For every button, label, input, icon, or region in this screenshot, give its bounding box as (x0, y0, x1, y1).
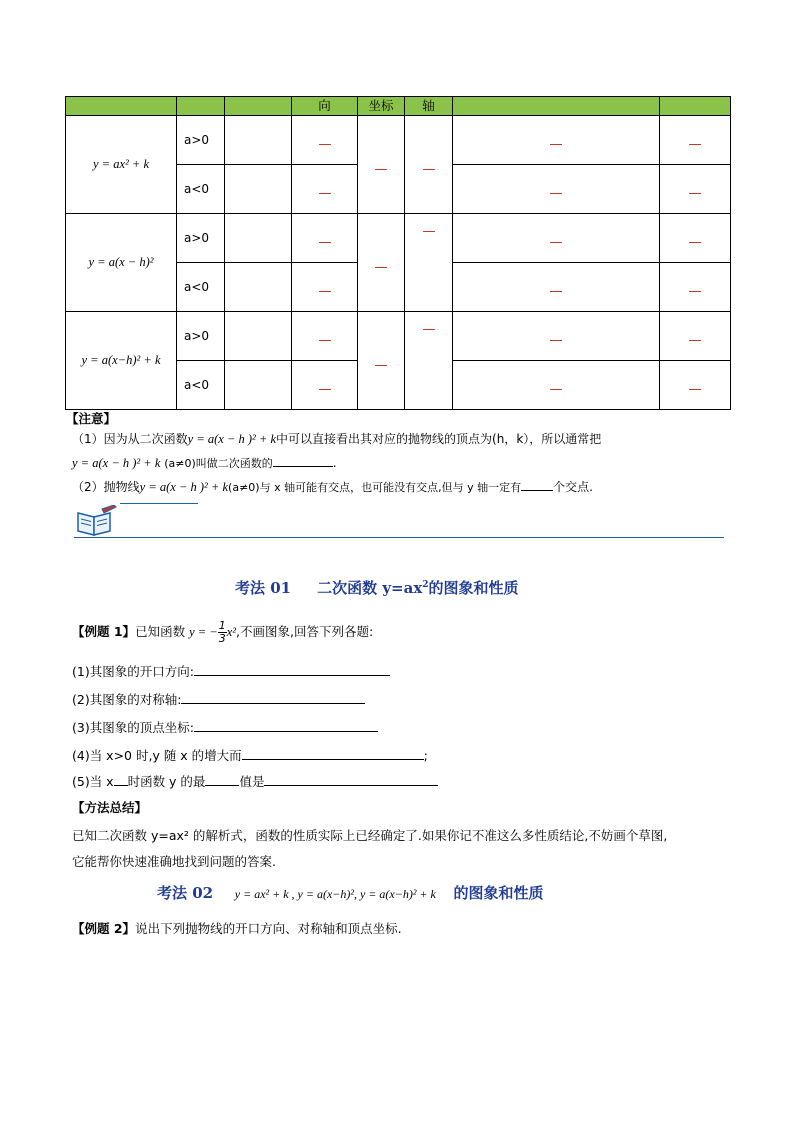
method-line-1: 已知二次函数 y=ax² 的解析式，函数的性质实际上已经确定了.如果你记不准这么多性质结论,不妨画个草图, (72, 828, 668, 843)
answer-dash (550, 291, 562, 292)
method-line-2: 它能帮你快速准确地找到问题的答案. (72, 854, 276, 869)
answer-blank (273, 465, 333, 467)
table-cell (292, 116, 358, 165)
question-2: (2)其图象的对称轴: (72, 690, 365, 708)
section-divider (74, 537, 724, 538)
header-cell-axis: 轴 (405, 97, 453, 116)
table-cell (292, 165, 358, 214)
table-cell (358, 312, 405, 410)
section-title-1: 考法 01 二次函数 $y=ax^2$的图象和性质 (235, 579, 519, 597)
table-cell (292, 263, 358, 312)
table-cell (453, 361, 660, 410)
notes-heading: 【注意】 (66, 411, 117, 426)
condition-cell: a>0 (177, 116, 225, 165)
answer-dash (319, 193, 331, 194)
header-cell (177, 97, 225, 116)
table-cell (292, 361, 358, 410)
table-cell (225, 361, 292, 410)
answer-blank (264, 784, 438, 786)
question-3: (3)其图象的顶点坐标: (72, 718, 378, 736)
formula-cell: y = a(x−h)² + k (66, 312, 177, 410)
table-cell (358, 116, 405, 214)
answer-dash (375, 169, 387, 170)
header-cell-coordinates: 坐标 (358, 97, 405, 116)
answer-dash (689, 144, 701, 145)
answer-dash (689, 193, 701, 194)
table-cell (660, 312, 731, 361)
answer-dash (550, 242, 562, 243)
note-line-1: （1）因为从二次函数y = a(x − h )² + k中可以直接看出其对应的抛物线的顶点为(h，k），所以通常把 (72, 432, 602, 446)
table-cell (292, 312, 358, 361)
table-cell (453, 116, 660, 165)
example-1-prompt: 【例题 1】已知函数 y = − $\frac{1}{3}$ x²,不画图象,回答下列各题: (72, 619, 374, 645)
answer-dash (423, 231, 435, 232)
note-line-3: （2）抛物线y = a(x − h )² + k(a≠0)与 x 轴可能有交点，也可能没有交点,但与 y 轴一定有 个交点. (72, 480, 593, 494)
table-cell (453, 312, 660, 361)
answer-dash (423, 169, 435, 170)
table-cell (660, 116, 731, 165)
header-cell (660, 97, 731, 116)
answer-dash (550, 193, 562, 194)
table-cell (453, 165, 660, 214)
question-1: (1)其图象的开口方向: (72, 662, 390, 680)
answer-blank (194, 674, 390, 676)
fraction: $\frac{1}{3}$ (218, 619, 226, 645)
table-cell (225, 165, 292, 214)
question-4: (4)当 x>0 时,y 随 x 的增大而 ; (72, 748, 428, 763)
answer-dash (319, 291, 331, 292)
answer-dash (689, 242, 701, 243)
section-title-2: 考法 02 y = ax² + k , y = a(x−h)², y = a(x−h)² + k 的图象和性质 (157, 884, 544, 902)
answer-dash (689, 291, 701, 292)
condition-cell: a<0 (177, 263, 225, 312)
table-row (66, 214, 731, 263)
answer-dash (319, 144, 331, 145)
answer-dash (375, 267, 387, 268)
answer-dash (319, 389, 331, 390)
formula-cell: y = a(x − h)² (66, 214, 177, 312)
table-cell (660, 165, 731, 214)
table-cell (660, 361, 731, 410)
table-cell (453, 214, 660, 263)
table-cell (225, 214, 292, 263)
formula-cell: y = ax² + k (66, 116, 177, 214)
table-cell (358, 214, 405, 312)
table-cell (225, 116, 292, 165)
condition-cell: a>0 (177, 214, 225, 263)
properties-table (65, 96, 731, 410)
table-cell (405, 312, 453, 410)
condition-cell: a<0 (177, 361, 225, 410)
method-heading: 【方法总结】 (72, 800, 148, 815)
table-row (66, 116, 731, 165)
answer-dash (550, 144, 562, 145)
table-cell (660, 263, 731, 312)
answer-blank (114, 784, 128, 786)
header-cell-direction: 向 (292, 97, 358, 116)
table-cell (225, 312, 292, 361)
answer-blank (242, 758, 424, 760)
question-5: (5)当 x 时函数 y 的最 值是 (72, 772, 438, 790)
answer-dash (319, 340, 331, 341)
answer-dash (423, 329, 435, 330)
table-cell (405, 116, 453, 214)
table-cell (405, 214, 453, 312)
table-cell (453, 263, 660, 312)
table-row (66, 312, 731, 361)
header-cell (225, 97, 292, 116)
short-rule (120, 503, 198, 504)
answer-blank (194, 730, 378, 732)
note-line-2: y = a(x − h )² + k (a≠0)叫做二次函数的 . (72, 456, 337, 470)
answer-blank (181, 702, 365, 704)
answer-dash (319, 242, 331, 243)
condition-cell: a>0 (177, 312, 225, 361)
condition-cell: a<0 (177, 165, 225, 214)
table-cell (660, 214, 731, 263)
table-cell (292, 214, 358, 263)
header-cell (66, 97, 177, 116)
answer-dash (375, 365, 387, 366)
table-header-row (66, 97, 731, 116)
answer-dash (689, 389, 701, 390)
answer-dash (689, 340, 701, 341)
answer-blank (205, 784, 239, 786)
answer-blank (521, 489, 553, 491)
open-book-icon (74, 505, 118, 537)
table-cell (225, 263, 292, 312)
answer-dash (550, 340, 562, 341)
answer-dash (550, 389, 562, 390)
header-cell (453, 97, 660, 116)
example-2-prompt: 【例题 2】说出下列抛物线的开口方向、对称轴和顶点坐标. (72, 921, 402, 936)
